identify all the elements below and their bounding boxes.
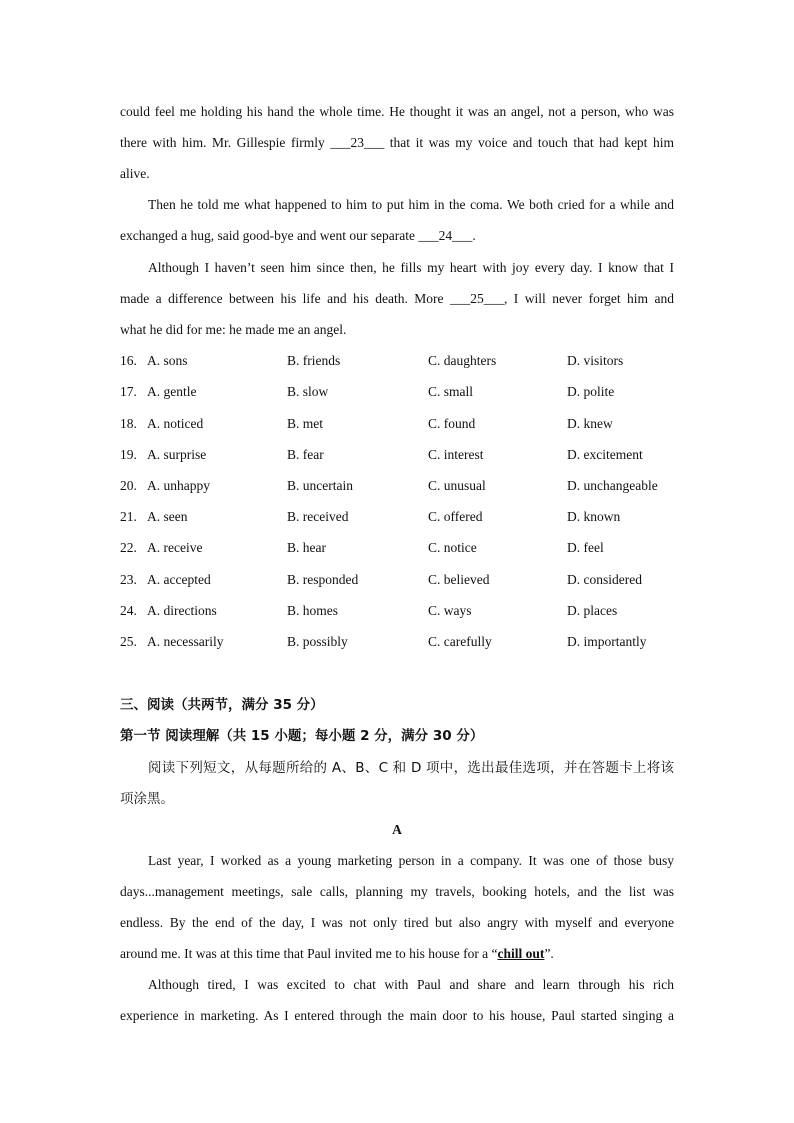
question-row (120, 383, 680, 401)
option-b: B. hear (287, 540, 326, 555)
question-row (120, 508, 680, 526)
instruction-line: 项涂黑。 (120, 791, 174, 807)
option-a: A. seen (147, 509, 188, 524)
passage-line: Last year, I worked as a young marketing person in a company. It was one of those busy (148, 853, 674, 868)
option-d: D. importantly (567, 634, 647, 649)
option-b: B. responded (287, 572, 359, 587)
option-b: B. met (287, 416, 323, 431)
passage-line: Then he told me what happened to him to put him in the coma. We both cried for a while and (148, 197, 674, 212)
option-c: C. interest (428, 447, 484, 462)
question-number: 25. (120, 634, 137, 649)
passage-line: Although I haven’t seen him since then, he fills my heart with joy every day. I know that I (148, 260, 674, 275)
option-c: C. notice (428, 540, 477, 555)
option-a: A. receive (147, 540, 203, 555)
question-number: 22. (120, 540, 137, 555)
question-number: 20. (120, 478, 137, 493)
question-number: 23. (120, 572, 137, 587)
option-d: D. considered (567, 572, 642, 587)
passage-line: endless. By the end of the day, I was not only tired but also angry with myself and everyone (120, 915, 674, 930)
option-a: A. directions (147, 603, 217, 618)
part-heading: 第一节 阅读理解（共 15 小题；每小题 2 分，满分 30 分） (120, 728, 484, 744)
option-a: A. accepted (147, 572, 211, 587)
option-a: A. surprise (147, 447, 207, 462)
passage-line (120, 945, 674, 963)
option-d: D. unchangeable (567, 478, 658, 493)
question-number: 18. (120, 416, 137, 431)
passage-line: days...management meetings, sale calls, planning my travels, booking hotels, and the list was (120, 884, 674, 899)
option-b: B. slow (287, 384, 329, 399)
option-b: B. homes (287, 603, 339, 618)
question-row (120, 477, 680, 495)
passage-text: around me. It was at this time that Paul invited me to his house for a “ (120, 946, 498, 961)
question-number: 24. (120, 603, 137, 618)
question-row (120, 539, 680, 557)
passage-line: what he did for me: he made me an angel. (120, 322, 347, 337)
question-number: 19. (120, 447, 137, 462)
question-row (120, 446, 680, 464)
option-b: B. fear (287, 447, 324, 462)
option-c: C. believed (428, 572, 490, 587)
passage-line: alive. (120, 166, 150, 181)
passage-line: exchanged a hug, said good-bye and went our separate ___24___. (120, 228, 476, 243)
option-d: D. feel (567, 540, 604, 555)
option-c: C. offered (428, 509, 483, 524)
passage-line: there with him. Mr. Gillespie firmly ___23___ that it was my voice and touch that had kept him (120, 135, 674, 150)
instruction-line: 阅读下列短文，从每题所给的 A、B、C 和 D 项中，选出最佳选项，并在答题卡上将该 (148, 760, 674, 776)
passage-line: could feel me holding his hand the whole time. He thought it was an angel, not a person, who was (120, 104, 674, 119)
option-d: D. places (567, 603, 618, 618)
passage-line: made a difference between his life and his death. More ___25___, I will never forget him and (120, 291, 674, 306)
option-b: B. received (287, 509, 349, 524)
option-a: A. necessarily (147, 634, 224, 649)
option-d: D. polite (567, 384, 615, 399)
option-d: D. visitors (567, 353, 624, 368)
option-c: C. carefully (428, 634, 492, 649)
option-c: C. daughters (428, 353, 497, 368)
option-d: D. known (567, 509, 621, 524)
question-row (120, 352, 680, 370)
option-b: B. possibly (287, 634, 348, 649)
option-c: C. ways (428, 603, 472, 618)
option-a: A. gentle (147, 384, 197, 399)
passage-title: A (392, 822, 402, 837)
question-row (120, 415, 680, 433)
question-row (120, 633, 680, 651)
option-d: D. knew (567, 416, 613, 431)
option-c: C. found (428, 416, 476, 431)
option-a: A. noticed (147, 416, 204, 431)
option-a: A. sons (147, 353, 188, 368)
section-heading: 三、阅读（共两节，满分 35 分） (120, 697, 324, 713)
underlined-phrase: chill out (497, 946, 545, 961)
passage-line: Although tired, I was excited to chat with Paul and share and learn through his rich (148, 977, 674, 992)
passage-line: experience in marketing. As I entered through the main door to his house, Paul started singing a (120, 1008, 674, 1023)
option-b: B. friends (287, 353, 341, 368)
option-c: C. small (428, 384, 474, 399)
question-row (120, 571, 680, 589)
passage-text: ”. (544, 946, 554, 961)
option-d: D. excitement (567, 447, 643, 462)
option-c: C. unusual (428, 478, 486, 493)
option-b: B. uncertain (287, 478, 353, 493)
question-number: 17. (120, 384, 137, 399)
question-row (120, 602, 680, 620)
option-a: A. unhappy (147, 478, 210, 493)
question-number: 21. (120, 509, 137, 524)
question-number: 16. (120, 353, 137, 368)
